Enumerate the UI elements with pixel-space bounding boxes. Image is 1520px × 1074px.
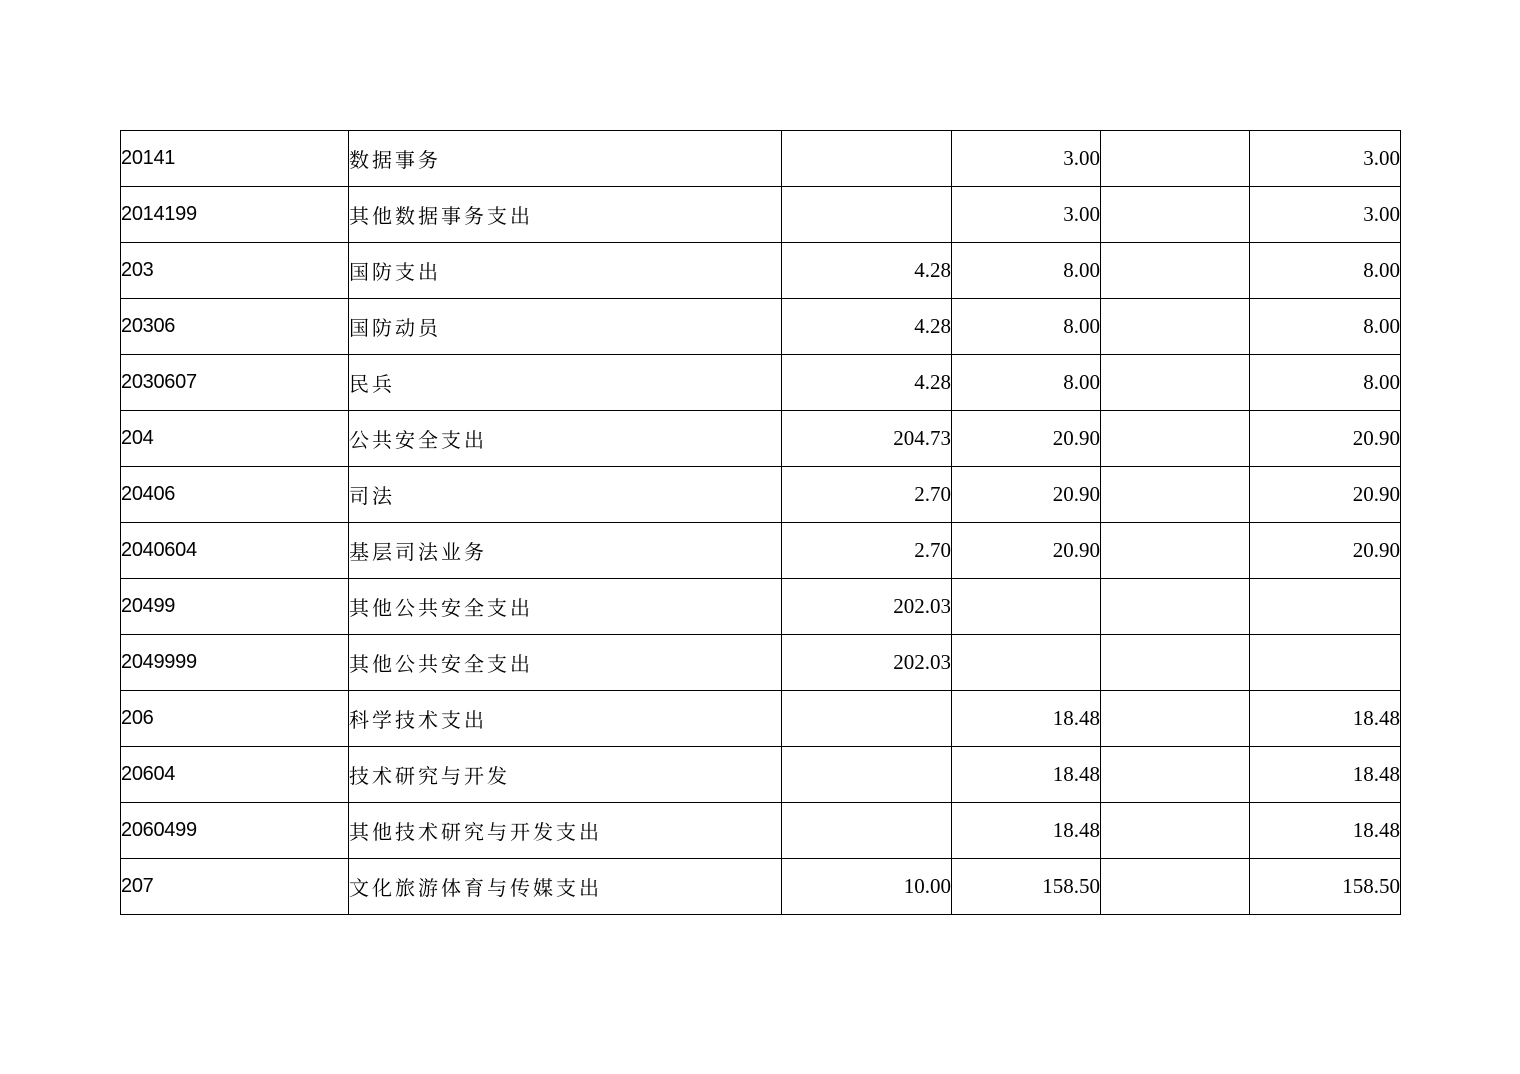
value-col4-cell: 18.48 [1250,747,1401,803]
value-col3-cell [1101,635,1250,691]
subject-name-cell: 基层司法业务 [349,523,782,579]
value-col1-cell [782,187,952,243]
value-col2-cell [952,635,1101,691]
value-col1-cell: 204.73 [782,411,952,467]
table-row [121,243,1401,299]
table-row [121,691,1401,747]
value-col4-cell [1250,635,1401,691]
value-col1-cell: 10.00 [782,859,952,915]
value-col4-cell: 8.00 [1250,299,1401,355]
subject-code-cell: 20306 [121,299,349,355]
value-col3-cell [1101,467,1250,523]
subject-name-cell: 数据事务 [349,131,782,187]
subject-name-cell: 文化旅游体育与传媒支出 [349,859,782,915]
subject-name-cell: 国防动员 [349,299,782,355]
subject-name-cell: 民兵 [349,355,782,411]
value-col4-cell: 20.90 [1250,523,1401,579]
subject-code-cell: 2060499 [121,803,349,859]
subject-code-cell: 203 [121,243,349,299]
value-col3-cell [1101,187,1250,243]
subject-name-cell: 司法 [349,467,782,523]
subject-code-cell: 206 [121,691,349,747]
value-col1-cell: 4.28 [782,299,952,355]
value-col3-cell [1101,411,1250,467]
value-col3-cell [1101,523,1250,579]
table-body [121,131,1401,915]
value-col4-cell: 8.00 [1250,355,1401,411]
value-col4-cell: 18.48 [1250,691,1401,747]
subject-code-cell: 20406 [121,467,349,523]
value-col4-cell: 18.48 [1250,803,1401,859]
value-col4-cell: 20.90 [1250,467,1401,523]
value-col4-cell: 8.00 [1250,243,1401,299]
value-col1-cell: 202.03 [782,635,952,691]
table-row [121,299,1401,355]
table-row [121,579,1401,635]
subject-name-cell: 国防支出 [349,243,782,299]
value-col3-cell [1101,859,1250,915]
subject-name-cell: 科学技术支出 [349,691,782,747]
budget-table [120,130,1401,915]
value-col2-cell: 8.00 [952,355,1101,411]
table-row [121,131,1401,187]
table-row [121,355,1401,411]
value-col3-cell [1101,747,1250,803]
subject-name-cell: 公共安全支出 [349,411,782,467]
subject-name-cell: 其他数据事务支出 [349,187,782,243]
value-col3-cell [1101,579,1250,635]
value-col2-cell: 18.48 [952,803,1101,859]
subject-code-cell: 207 [121,859,349,915]
value-col2-cell: 3.00 [952,131,1101,187]
subject-code-cell: 2030607 [121,355,349,411]
value-col4-cell [1250,579,1401,635]
value-col4-cell: 3.00 [1250,131,1401,187]
value-col1-cell: 2.70 [782,467,952,523]
value-col1-cell [782,747,952,803]
value-col2-cell: 18.48 [952,747,1101,803]
subject-code-cell: 20141 [121,131,349,187]
table-row [121,187,1401,243]
subject-code-cell: 20499 [121,579,349,635]
subject-code-cell: 20604 [121,747,349,803]
table-row [121,523,1401,579]
value-col2-cell: 18.48 [952,691,1101,747]
table-row [121,411,1401,467]
value-col1-cell: 4.28 [782,243,952,299]
value-col1-cell: 2.70 [782,523,952,579]
table-row [121,467,1401,523]
value-col3-cell [1101,803,1250,859]
value-col3-cell [1101,299,1250,355]
table-row [121,747,1401,803]
value-col1-cell: 202.03 [782,579,952,635]
subject-name-cell: 其他公共安全支出 [349,579,782,635]
subject-code-cell: 2040604 [121,523,349,579]
subject-code-cell: 204 [121,411,349,467]
value-col3-cell [1101,691,1250,747]
value-col4-cell: 3.00 [1250,187,1401,243]
value-col2-cell: 8.00 [952,299,1101,355]
value-col4-cell: 20.90 [1250,411,1401,467]
value-col3-cell [1101,243,1250,299]
table-row [121,803,1401,859]
subject-code-cell: 2014199 [121,187,349,243]
value-col2-cell [952,579,1101,635]
table-row [121,859,1401,915]
value-col3-cell [1101,355,1250,411]
subject-name-cell: 技术研究与开发 [349,747,782,803]
value-col2-cell: 8.00 [952,243,1101,299]
value-col2-cell: 20.90 [952,467,1101,523]
value-col1-cell [782,691,952,747]
value-col1-cell: 4.28 [782,355,952,411]
subject-name-cell: 其他公共安全支出 [349,635,782,691]
value-col1-cell [782,803,952,859]
value-col2-cell: 20.90 [952,523,1101,579]
subject-name-cell: 其他技术研究与开发支出 [349,803,782,859]
subject-code-cell: 2049999 [121,635,349,691]
value-col2-cell: 158.50 [952,859,1101,915]
value-col2-cell: 3.00 [952,187,1101,243]
value-col3-cell [1101,131,1250,187]
value-col4-cell: 158.50 [1250,859,1401,915]
table-row [121,635,1401,691]
value-col2-cell: 20.90 [952,411,1101,467]
value-col1-cell [782,131,952,187]
